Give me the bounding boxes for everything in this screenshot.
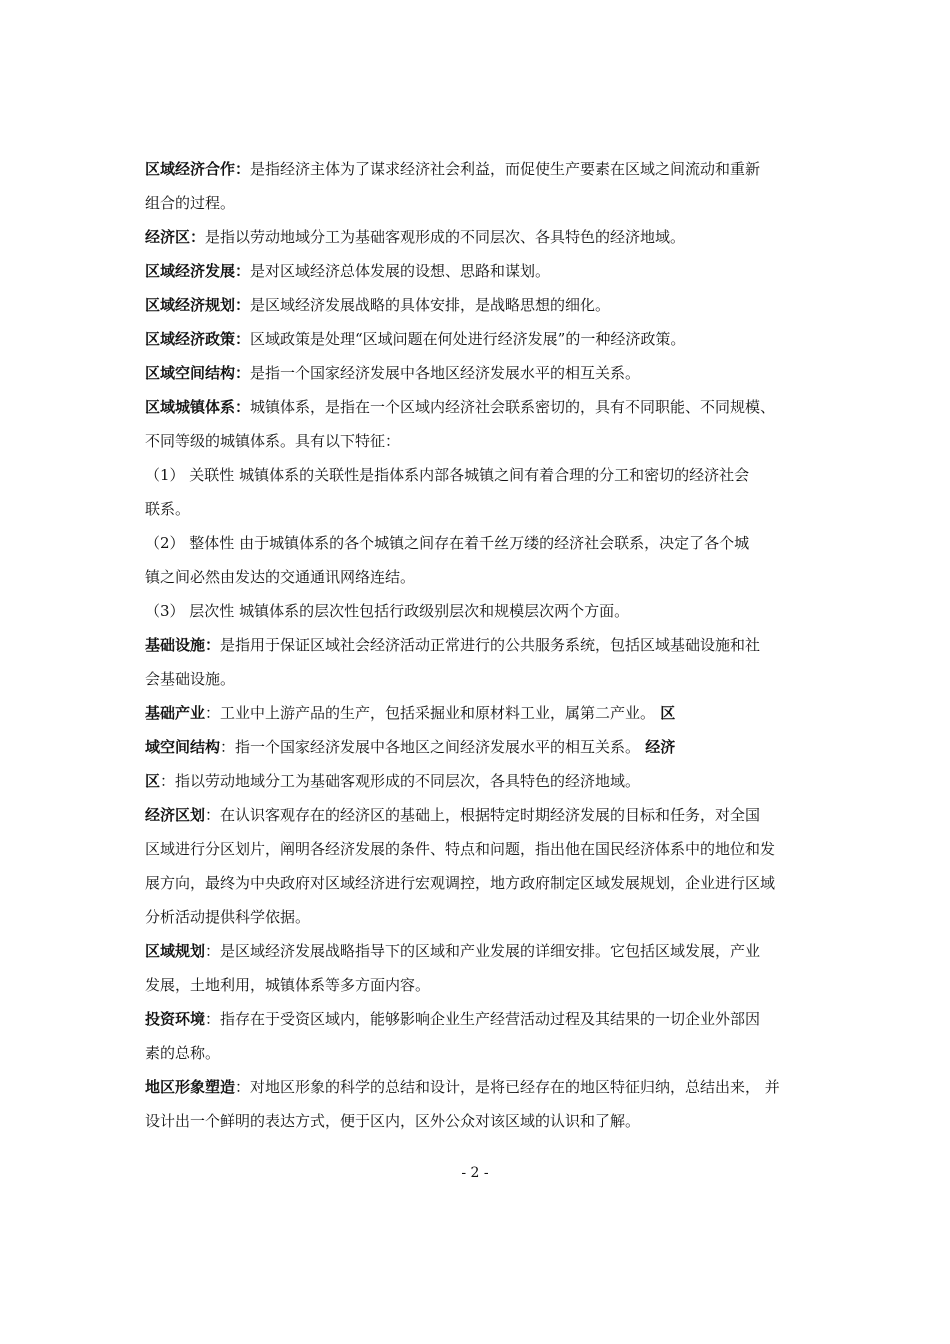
text-line <box>145 1002 825 1036</box>
term-heading: 经济区划 <box>145 806 206 824</box>
text-line <box>145 1104 825 1138</box>
definition-text: 展方向，最终为中央政府对区域经济进行宏观调控，地方政府制定区域发展规划，企业进行区域 <box>145 874 776 892</box>
term-heading-fragment: 经济 <box>640 738 676 756</box>
definition-text: 分析活动提供科学依据。 <box>145 908 311 926</box>
text-line <box>145 186 825 220</box>
term-heading: 区域经济政策： <box>145 330 251 348</box>
definition-text: 区域政策是处理“区域问题在何处进行经济发展”的一种经济政策。 <box>250 330 686 348</box>
term-heading: 投资环境 <box>145 1010 206 1028</box>
term-heading: 经济区： <box>145 228 206 246</box>
definition-text: ：在认识客观存在的经济区的基础上，根据特定时期经济发展的目标和任务，对全国 <box>205 806 761 824</box>
definition-text: 是指经济主体为了谋求经济社会利益，而促使生产要素在区域之间流动和重新 <box>250 160 761 178</box>
text-line <box>145 764 825 798</box>
definition-text: 是指一个国家经济发展中各地区经济发展水平的相互关系。 <box>250 364 641 382</box>
definition-text: 是指用于保证区域社会经济活动正常进行的公共服务系统，包括区域基础设施和社 <box>220 636 761 654</box>
list-item-text: 镇之间必然由发达的交通通讯网络连结。 <box>145 568 416 586</box>
term-heading: 区域规划 <box>145 942 206 960</box>
definition-text: 会基础设施。 <box>145 670 236 688</box>
definition-text: 是对区域经济总体发展的设想、思路和谋划。 <box>250 262 551 280</box>
text-line <box>145 968 825 1002</box>
text-line <box>145 322 825 356</box>
definition-text: 是区域经济发展战略的具体安排，是战略思想的细化。 <box>250 296 611 314</box>
definition-text: 设计出一个鲜明的表达方式，便于区内，区外公众对该区域的认识和了解。 <box>145 1112 641 1130</box>
text-line <box>145 730 825 764</box>
text-line <box>145 492 825 526</box>
list-item-text: （2） 整体性 由于城镇体系的各个城镇之间存在着千丝万缕的经济社会联系，决定了各个城 <box>145 534 750 552</box>
list-item-text: （1） 关联性 城镇体系的关联性是指体系内部各城镇之间有着合理的分工和密切的经济社会 <box>145 466 750 484</box>
definition-text: ：指以劳动地域分工为基础客观形成的不同层次，各具特色的经济地域。 <box>160 772 641 790</box>
text-line <box>145 424 825 458</box>
page-number: - 2 - <box>461 1165 489 1181</box>
definition-text: ：是区域经济发展战略指导下的区域和产业发展的详细安排。它包括区域发展，产业 <box>205 942 761 960</box>
term-heading: 区域经济发展： <box>145 262 251 280</box>
definition-text: 是指以劳动地域分工为基础客观形成的不同层次、各具特色的经济地域。 <box>205 228 686 246</box>
text-line <box>145 900 825 934</box>
term-heading: 基础设施： <box>145 636 221 654</box>
document-body <box>145 152 825 1138</box>
definition-text: 发展，土地利用，城镇体系等多方面内容。 <box>145 976 431 994</box>
term-heading: 域空间结构 <box>145 738 221 756</box>
text-line <box>145 526 825 560</box>
term-heading: 区 <box>145 772 161 790</box>
definition-text: 素的总称。 <box>145 1044 221 1062</box>
term-heading: 区域空间结构： <box>145 364 251 382</box>
list-item-text: （3） 层次性 城镇体系的层次性包括行政级别层次和规模层次两个方面。 <box>145 602 630 620</box>
definition-text: 城镇体系，是指在一个区域内经济社会联系密切的，具有不同职能、不同规模、 <box>250 398 776 416</box>
text-line <box>145 866 825 900</box>
text-line <box>145 152 825 186</box>
definition-text: 区域进行分区划片，阐明各经济发展的条件、特点和问题，指出他在国民经济体系中的地位和发 <box>145 840 776 858</box>
term-heading: 区域经济合作： <box>145 160 251 178</box>
text-line <box>145 390 825 424</box>
definition-text: ：指存在于受资区域内，能够影响企业生产经营活动过程及其结果的一切企业外部因 <box>205 1010 761 1028</box>
definition-text: ：对地区形象的科学的总结和设计，是将已经存在的地区特征归纳，总结出来， 并 <box>235 1078 780 1096</box>
text-line <box>145 696 825 730</box>
text-line <box>145 1070 825 1104</box>
text-line <box>145 832 825 866</box>
text-line <box>145 934 825 968</box>
text-line <box>145 594 825 628</box>
text-line <box>145 288 825 322</box>
text-line <box>145 356 825 390</box>
text-line <box>145 458 825 492</box>
definition-text: 组合的过程。 <box>145 194 236 212</box>
text-line <box>145 662 825 696</box>
list-item-text: 联系。 <box>145 500 191 518</box>
term-heading: 区域经济规划： <box>145 296 251 314</box>
definition-text: ：工业中上游产品的生产，包括采掘业和原材料工业，属第二产业。 <box>205 704 656 722</box>
text-line <box>145 560 825 594</box>
text-line <box>145 798 825 832</box>
text-line <box>145 1036 825 1070</box>
definition-text: 不同等级的城镇体系。具有以下特征： <box>145 432 401 450</box>
term-heading: 区域城镇体系： <box>145 398 251 416</box>
definition-text: ：指一个国家经济发展中各地区之间经济发展水平的相互关系。 <box>220 738 641 756</box>
term-heading: 基础产业 <box>145 704 206 722</box>
text-line <box>145 254 825 288</box>
text-line <box>145 628 825 662</box>
text-line <box>145 220 825 254</box>
term-heading-fragment: 区 <box>655 704 676 722</box>
term-heading: 地区形象塑造 <box>145 1078 236 1096</box>
